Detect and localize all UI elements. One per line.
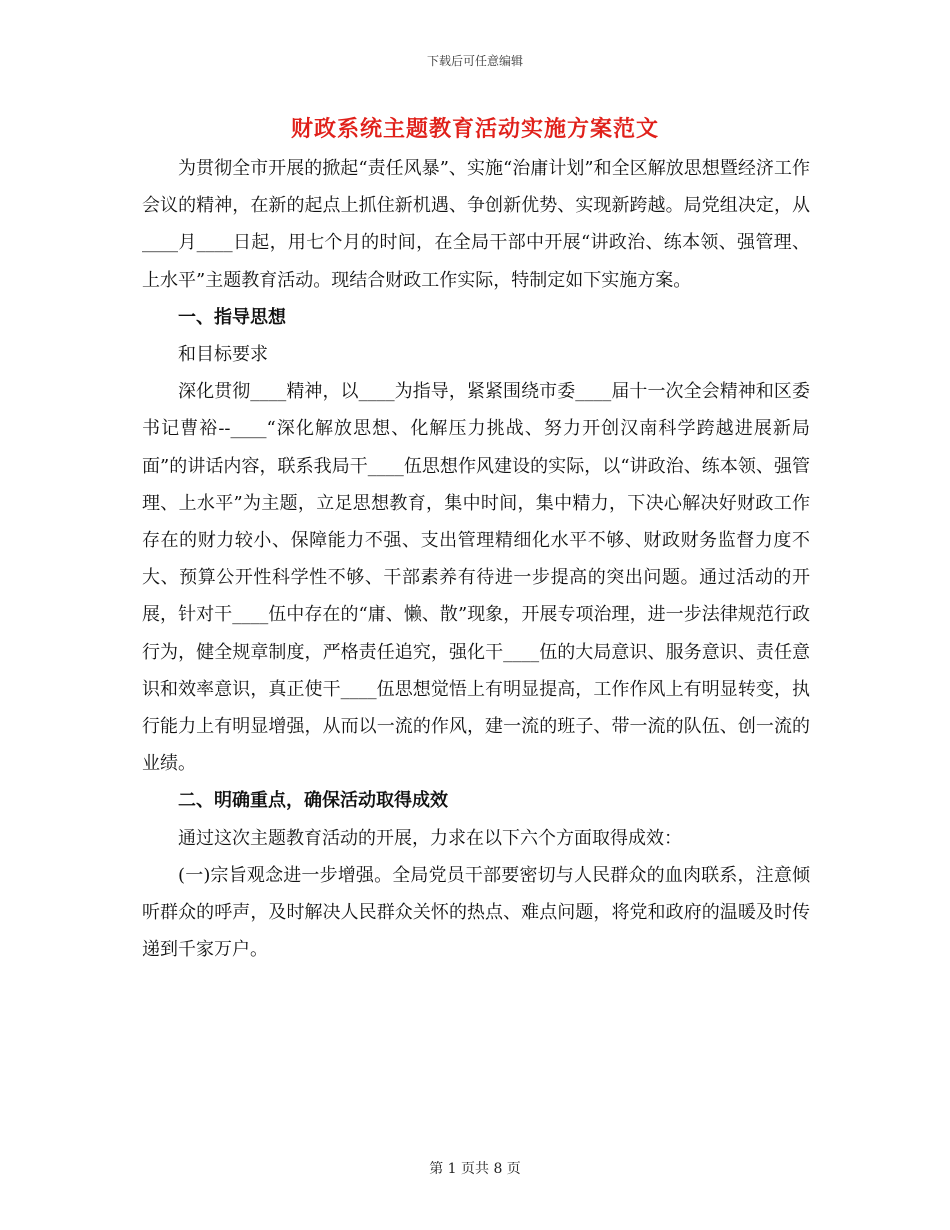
paragraph: (一)宗旨观念进一步增强。全局党员干部要密切与人民群众的血肉联系，注意倾听群众的呼声，及时解决人民群众关怀的热点、难点问题，将党和政府的温暖及时传递到千家万户。 <box>142 864 810 961</box>
paragraph: 和目标要求 <box>178 344 268 366</box>
section-heading: 一、指导思想 <box>178 306 286 328</box>
paragraph: 为贯彻全市开展的掀起“责任风暴”、实施“治庸计划”和全区解放思想暨经济工作会议的精神，在新的起点上抓住新机遇、争创新优势、实现新跨越。局党组决定，从____月____日起，用七个月的时间，在全局干部中开展“讲政治、练本领、强管理、上水平”主题教育活动。现结合财政工作实际，特制定如下实施方案。 <box>142 158 810 291</box>
paragraph: 通过这次主题教育活动的开展，力求在以下六个方面取得成效： <box>178 827 682 849</box>
document-body <box>142 150 810 968</box>
section-heading: 二、明确重点，确保活动取得成效 <box>178 790 448 812</box>
paragraph: 深化贯彻____精神，以____为指导，紧紧围绕市委____届十一次全会精神和区委书记曹裕--____“深化解放思想、化解压力挑战、努力开创汉南科学跨越进展新局面”的讲话内容，联系我局干____伍思想作风建设的实际，以“讲政治、练本领、强管理、上水平”为主题，立足思想教育，集中时间，集中精力，下决心解决好财政工作存在的财力较小、保障能力不强、支出管理精细化水平不够、财政财务监督力度不大、预算公开性科学性不够、干部素养有待进一步提高的突出问题。通过活动的开展，针对干____伍中存在的“庸、懒、散”现象，开展专项治理，进一步法律规范行政行为，健全规章制度，严格责任追究，强化干____伍的大局意识、服务意识、责任意识和效率意识，真正使干____伍思想觉悟上有明显提高，工作作风上有明显转变，执行能力上有明显增强，从而以一流的作风，建一流的班子、带一流的队伍、创一流的业绩。 <box>142 381 810 775</box>
page-number: 第 1 页共 8 页 <box>429 1161 521 1177</box>
document-title: 财政系统主题教育活动实施方案范文 <box>290 116 659 142</box>
header-note: 下载后可任意编辑 <box>426 54 523 68</box>
